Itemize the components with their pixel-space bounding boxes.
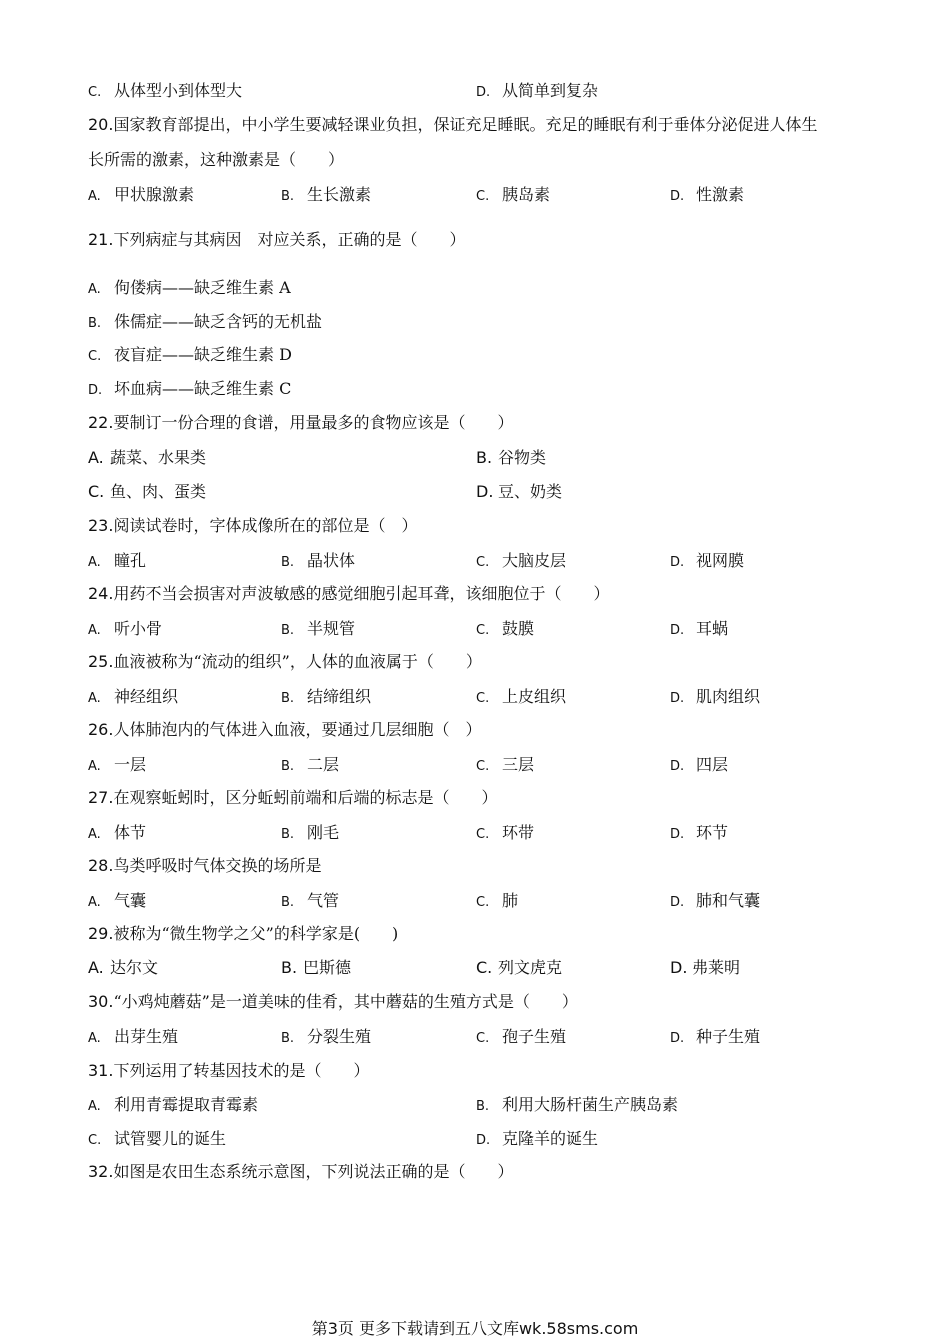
option-text: 肺和气囊 bbox=[696, 891, 761, 910]
option-label: D. bbox=[670, 555, 685, 570]
question-number: 23. bbox=[88, 516, 114, 535]
q26-option-b bbox=[281, 754, 339, 778]
option-text: 神经组织 bbox=[114, 687, 179, 706]
q31-option-c bbox=[88, 1128, 226, 1152]
option-text: 孢子生殖 bbox=[502, 1027, 567, 1046]
q27-stem bbox=[88, 787, 878, 809]
option-label: D. bbox=[670, 759, 685, 774]
question-number: 29. bbox=[88, 924, 114, 943]
q28-option-c bbox=[476, 890, 518, 914]
q31-option-b bbox=[476, 1094, 678, 1118]
q25-option-b bbox=[281, 686, 371, 710]
q31-stem bbox=[88, 1060, 878, 1082]
option-label: D. bbox=[670, 623, 685, 638]
option-label: B. bbox=[281, 555, 295, 570]
question-text: 被称为“微生物学之父”的科学家是( ) bbox=[113, 924, 399, 943]
option-label: B. bbox=[281, 759, 295, 774]
q29-option-c bbox=[476, 957, 562, 979]
option-label: A. bbox=[88, 1031, 101, 1046]
option-label: C. bbox=[476, 895, 490, 910]
option-text: 晶状体 bbox=[307, 551, 356, 570]
option-text: 豆、奶类 bbox=[498, 482, 563, 501]
option-label: B. bbox=[281, 189, 295, 204]
option-text: 肌肉组织 bbox=[696, 687, 761, 706]
option-label: C. bbox=[476, 958, 493, 977]
question-text: 人体肺泡内的气体进入血液，要通过几层细胞（ ） bbox=[113, 720, 482, 739]
option-label: C. bbox=[476, 189, 490, 204]
q24-option-c bbox=[476, 618, 534, 642]
question-text: 国家教育部提出，中小学生要减轻课业负担，保证充足睡眠。充足的睡眠有利于垂体分泌促进人体生 bbox=[113, 115, 818, 134]
question-number: 31. bbox=[88, 1061, 114, 1080]
question-text: 用药不当会损害对声波敏感的感觉细胞引起耳聋，该细胞位于（ ） bbox=[113, 584, 610, 603]
option-label: A. bbox=[88, 448, 104, 467]
q20-option-a bbox=[88, 184, 194, 208]
q20-option-d bbox=[670, 184, 744, 208]
option-label: D. bbox=[670, 189, 685, 204]
q23-option-d bbox=[670, 550, 744, 574]
option-text: 弗莱明 bbox=[692, 958, 741, 977]
q26-option-a bbox=[88, 754, 146, 778]
option-label: B. bbox=[88, 316, 102, 331]
q20-stem-line2: 长所需的激素，这种激素是（ ） bbox=[88, 150, 345, 169]
option-label: C. bbox=[88, 349, 102, 364]
option-text: 结缔组织 bbox=[307, 687, 372, 706]
option-label: D. bbox=[670, 895, 685, 910]
option-text: 性激素 bbox=[696, 185, 745, 204]
option-label: C. bbox=[88, 85, 102, 100]
q30-option-c bbox=[476, 1026, 566, 1050]
q27-option-c bbox=[476, 822, 534, 846]
option-text: 从简单到复杂 bbox=[502, 81, 599, 100]
option-label: A. bbox=[88, 958, 104, 977]
option-text: 瞳孔 bbox=[114, 551, 147, 570]
question-number: 21. bbox=[88, 230, 114, 249]
question-text: 血液被称为“流动的组织”，人体的血液属于（ ） bbox=[113, 652, 482, 671]
option-text: 坏血病——缺乏维生素 C bbox=[114, 379, 292, 398]
question-number: 30. bbox=[88, 992, 114, 1011]
option-text: 肺 bbox=[502, 891, 519, 910]
option-label: A. bbox=[88, 1099, 101, 1114]
option-label: B. bbox=[281, 691, 295, 706]
option-label: D. bbox=[476, 1133, 491, 1148]
q23-option-c bbox=[476, 550, 566, 574]
question-number: 20. bbox=[88, 115, 114, 134]
q29-option-d bbox=[670, 957, 740, 979]
option-text: 胰岛素 bbox=[502, 185, 551, 204]
option-text: 从体型小到体型大 bbox=[114, 81, 243, 100]
option-text: 达尔文 bbox=[110, 958, 159, 977]
option-text: 夜盲症——缺乏维生素 D bbox=[114, 345, 292, 364]
q21-option-d bbox=[88, 378, 291, 402]
option-text: 利用大肠杆菌生产胰岛素 bbox=[502, 1095, 679, 1114]
option-text: 四层 bbox=[696, 755, 729, 774]
option-text: 种子生殖 bbox=[696, 1027, 761, 1046]
q29-stem bbox=[88, 923, 878, 945]
q29-option-a bbox=[88, 957, 158, 979]
option-text: 体节 bbox=[114, 823, 147, 842]
q21-option-a bbox=[88, 277, 291, 301]
q25-option-a bbox=[88, 686, 178, 710]
option-label: A. bbox=[88, 827, 101, 842]
q22-option-b bbox=[476, 447, 546, 469]
option-label: B. bbox=[281, 623, 295, 638]
option-text: 生长激素 bbox=[307, 185, 372, 204]
option-label: D. bbox=[670, 827, 685, 842]
option-text: 甲状腺激素 bbox=[114, 185, 195, 204]
q21-stem bbox=[88, 229, 878, 251]
option-label: A. bbox=[88, 895, 101, 910]
q27-option-a bbox=[88, 822, 146, 846]
option-text: 气囊 bbox=[114, 891, 147, 910]
q28-option-b bbox=[281, 890, 339, 914]
option-text: 上皮组织 bbox=[502, 687, 567, 706]
question-number: 32. bbox=[88, 1162, 114, 1181]
option-label: A. bbox=[88, 623, 101, 638]
option-label: B. bbox=[281, 958, 298, 977]
page-footer: 第3页 更多下载请到五八文库wk.58sms.com bbox=[311, 1319, 639, 1338]
option-label: B. bbox=[476, 1099, 490, 1114]
q22-stem bbox=[88, 412, 878, 434]
q22-option-d bbox=[476, 481, 562, 503]
question-text: 下列病症与其病因 对应关系，正确的是（ ） bbox=[113, 230, 466, 249]
q20-option-c bbox=[476, 184, 550, 208]
option-label: A. bbox=[88, 691, 101, 706]
q24-stem bbox=[88, 583, 878, 605]
option-label: A. bbox=[88, 555, 101, 570]
option-text: 环带 bbox=[502, 823, 535, 842]
question-text: 下列运用了转基因技术的是（ ） bbox=[113, 1061, 370, 1080]
q27-option-b bbox=[281, 822, 339, 846]
option-text: 利用青霉提取青霉素 bbox=[114, 1095, 259, 1114]
option-text: 鼓膜 bbox=[502, 619, 535, 638]
option-text: 谷物类 bbox=[498, 448, 547, 467]
q28-option-a bbox=[88, 890, 146, 914]
q24-option-d bbox=[670, 618, 728, 642]
q19-option-d bbox=[476, 80, 598, 104]
option-label: B. bbox=[281, 1031, 295, 1046]
option-label: C. bbox=[476, 623, 490, 638]
option-label: C. bbox=[476, 759, 490, 774]
q23-stem bbox=[88, 515, 878, 537]
q22-option-c bbox=[88, 481, 206, 503]
question-text: 鸟类呼吸时气体交换的场所是 bbox=[113, 856, 322, 875]
q32-stem bbox=[88, 1161, 878, 1183]
option-text: 佝偻病——缺乏维生素 A bbox=[114, 278, 291, 297]
option-text: 蔬菜、水果类 bbox=[110, 448, 207, 467]
question-number: 24. bbox=[88, 584, 114, 603]
q25-stem bbox=[88, 651, 878, 673]
q31-option-d bbox=[476, 1128, 598, 1152]
question-number: 25. bbox=[88, 652, 114, 671]
question-text: 要制订一份合理的食谱，用量最多的食物应该是（ ） bbox=[113, 413, 514, 432]
q20-option-b bbox=[281, 184, 371, 208]
q26-stem bbox=[88, 719, 878, 741]
q24-option-b bbox=[281, 618, 355, 642]
option-text: 二层 bbox=[307, 755, 340, 774]
question-number: 28. bbox=[88, 856, 114, 875]
q30-option-d bbox=[670, 1026, 760, 1050]
q28-stem bbox=[88, 855, 878, 877]
option-text: 环节 bbox=[696, 823, 729, 842]
question-text: 阅读试卷时，字体成像所在的部位是（ ） bbox=[113, 516, 418, 535]
q20-stem bbox=[88, 114, 878, 136]
option-label: A. bbox=[88, 759, 101, 774]
option-text: 耳蜗 bbox=[696, 619, 729, 638]
q26-option-d bbox=[670, 754, 728, 778]
option-text: 大脑皮层 bbox=[502, 551, 567, 570]
option-text: 分裂生殖 bbox=[307, 1027, 372, 1046]
q30-stem bbox=[88, 991, 878, 1013]
option-label: D. bbox=[476, 85, 491, 100]
option-label: D. bbox=[670, 1031, 685, 1046]
q23-option-b bbox=[281, 550, 355, 574]
q27-option-d bbox=[670, 822, 728, 846]
option-label: D. bbox=[670, 691, 685, 706]
option-text: 半规管 bbox=[307, 619, 356, 638]
q31-option-a bbox=[88, 1094, 258, 1118]
option-text: 气管 bbox=[307, 891, 340, 910]
option-text: 克隆羊的诞生 bbox=[502, 1129, 599, 1148]
option-text: 三层 bbox=[502, 755, 535, 774]
question-text: 在观察蚯蚓时，区分蚯蚓前端和后端的标志是（ ） bbox=[113, 788, 498, 807]
q28-option-d bbox=[670, 890, 760, 914]
question-text: 如图是农田生态系统示意图，下列说法正确的是（ ） bbox=[113, 1162, 514, 1181]
option-label: D. bbox=[476, 482, 494, 501]
option-label: B. bbox=[281, 895, 295, 910]
option-text: 听小骨 bbox=[114, 619, 163, 638]
option-label: D. bbox=[88, 383, 103, 398]
q25-option-d bbox=[670, 686, 760, 710]
option-text: 一层 bbox=[114, 755, 147, 774]
q22-option-a bbox=[88, 447, 206, 469]
option-label: C. bbox=[476, 555, 490, 570]
question-text: “小鸡炖蘑菇”是一道美味的佳肴，其中蘑菇的生殖方式是（ ） bbox=[113, 992, 578, 1011]
option-label: C. bbox=[476, 691, 490, 706]
option-text: 侏儒症——缺乏含钙的无机盐 bbox=[114, 312, 323, 331]
question-number: 27. bbox=[88, 788, 114, 807]
q30-option-b bbox=[281, 1026, 371, 1050]
option-text: 视网膜 bbox=[696, 551, 745, 570]
option-text: 出芽生殖 bbox=[114, 1027, 179, 1046]
option-label: B. bbox=[476, 448, 493, 467]
q21-option-c bbox=[88, 344, 292, 368]
q26-option-c bbox=[476, 754, 534, 778]
option-label: C. bbox=[88, 482, 105, 501]
option-label: C. bbox=[476, 827, 490, 842]
option-label: B. bbox=[281, 827, 295, 842]
option-label: A. bbox=[88, 282, 101, 297]
option-text: 列文虎克 bbox=[498, 958, 563, 977]
option-label: C. bbox=[88, 1133, 102, 1148]
q21-option-b bbox=[88, 311, 322, 335]
q23-option-a bbox=[88, 550, 146, 574]
q19-option-c bbox=[88, 80, 242, 104]
question-number: 26. bbox=[88, 720, 114, 739]
q25-option-c bbox=[476, 686, 566, 710]
option-label: C. bbox=[476, 1031, 490, 1046]
q30-option-a bbox=[88, 1026, 178, 1050]
q29-option-b bbox=[281, 957, 351, 979]
question-number: 22. bbox=[88, 413, 114, 432]
option-text: 试管婴儿的诞生 bbox=[114, 1129, 227, 1148]
option-label: D. bbox=[670, 958, 688, 977]
option-text: 巴斯德 bbox=[303, 958, 352, 977]
option-text: 刚毛 bbox=[307, 823, 340, 842]
q24-option-a bbox=[88, 618, 162, 642]
option-text: 鱼、肉、蛋类 bbox=[110, 482, 207, 501]
option-label: A. bbox=[88, 189, 101, 204]
